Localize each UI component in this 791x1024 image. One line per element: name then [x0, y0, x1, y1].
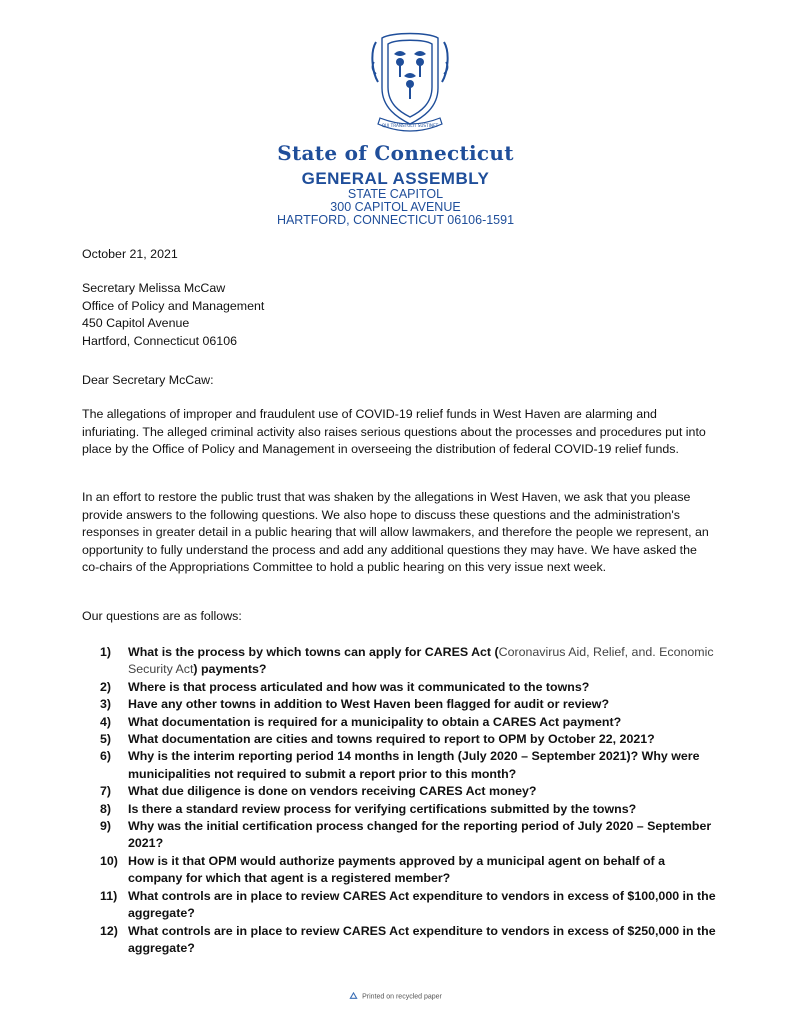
question-item	[100, 748, 720, 783]
question-item	[100, 853, 720, 888]
recipient-block	[82, 280, 714, 350]
recycle-icon	[349, 992, 358, 1001]
question-text: What controls are in place to review CARES Act expenditure to vendors in excess of $250,000 in the aggregate?	[128, 923, 716, 955]
question-item	[100, 696, 720, 713]
question-text: What documentation are cities and towns required to report to OPM by October 22, 2021?	[128, 732, 655, 747]
footer-text: Printed on recycled paper	[362, 993, 442, 1001]
question-number: 12)	[100, 923, 118, 938]
question-text: What documentation is required for a municipality to obtain a CARES Act payment?	[128, 714, 622, 729]
seal-banner: QUI TRANSTULIT SUSTINET	[381, 123, 439, 128]
question-item	[100, 679, 720, 696]
recipient-line: Hartford, Connecticut 06106	[82, 333, 237, 348]
question-number: 3)	[100, 697, 112, 712]
address-line-2: 300 CAPITOL AVENUE	[330, 200, 461, 214]
recipient-line: 450 Capitol Avenue	[82, 316, 190, 330]
question-text: Why is the interim reporting period 14 months in length (July 2020 – September 2021)? Why were municipalities not required to submit a report prior to this month?	[128, 749, 700, 781]
questions-list	[100, 644, 720, 957]
question-number: 4)	[100, 714, 112, 729]
question-number: 8)	[100, 801, 112, 816]
question-number: 6)	[100, 749, 112, 764]
question-item	[100, 818, 720, 853]
question-item	[100, 801, 720, 818]
paragraph-allegations: The allegations of improper and fraudulent use of COVID-19 relief funds in West Haven are alarming and infuriating. The alleged criminal activity also raises serious questions about the processes and procedures put into place by the Office of Policy and Management in overseeing the distribution of federal COVID-19 relief funds.	[82, 407, 706, 457]
question-number: 10)	[100, 853, 118, 868]
recipient-line: Office of Policy and Management	[82, 298, 265, 313]
general-assembly-heading: GENERAL ASSEMBLY	[301, 169, 490, 188]
question-text: What controls are in place to review CARES Act expenditure to vendors in excess of $100,000 in the aggregate?	[128, 888, 716, 921]
question-text: Why was the initial certification process changed for the reporting period of July 2020 – September 2021?	[128, 819, 712, 851]
recipient-line: Secretary Melissa McCaw	[82, 281, 226, 295]
question-item	[100, 731, 720, 748]
question-text: Have any other towns in addition to West Haven been flagged for audit or review?	[128, 697, 610, 712]
question-number: 9)	[100, 819, 112, 834]
salutation: Dear Secretary McCaw:	[82, 373, 214, 387]
question-number: 2)	[100, 679, 112, 694]
question-item	[100, 923, 720, 958]
question-text: Where is that process articulated and how was it communicated to the towns?	[128, 679, 590, 694]
question-item	[100, 783, 720, 800]
paragraph-public-trust: In an effort to restore the public trust that was shaken by the allegations in West Haven, we ask that you please provide answers to the following questions. We also hope to discuss these questions and the administration's responses in greater detail in a public hearing that will allow lawmakers, and therefore the people we represent, an opportunity to fully understand the process and add any additional questions they may have. We have asked the co-chairs of the Appropriations Committee to hold a public hearing on this very issue next week.	[82, 490, 709, 575]
state-name-heading: State of Connecticut	[277, 141, 514, 165]
question-number: 5)	[100, 732, 112, 747]
address-line-1: STATE CAPITOL	[347, 187, 444, 201]
question-number: 11)	[100, 888, 118, 903]
question-item	[100, 714, 720, 731]
question-text: Is there a standard review process for verifying certifications submitted by the towns?	[128, 801, 637, 816]
questions-intro: Our questions are as follows:	[82, 609, 242, 623]
question-text: What due diligence is done on vendors receiving CARES Act money?	[128, 784, 537, 799]
question-number: 1)	[100, 645, 112, 659]
question-text: What is the process by which towns can apply for CARES Act (Coronavirus Aid, Relief, and. Economic Security Act) payments?	[128, 645, 714, 677]
question-item	[100, 644, 720, 679]
letter-date: October 21, 2021	[82, 247, 178, 261]
question-item	[100, 888, 720, 923]
connecticut-seal-icon	[368, 32, 452, 136]
question-text: How is it that OPM would authorize payments approved by a municipal agent on behalf of a company for which that agent is a registered member?	[128, 853, 665, 886]
question-number: 7)	[100, 784, 112, 799]
footer	[0, 992, 791, 1001]
address-line-3: HARTFORD, CONNECTICUT 06106-1591	[276, 213, 515, 227]
